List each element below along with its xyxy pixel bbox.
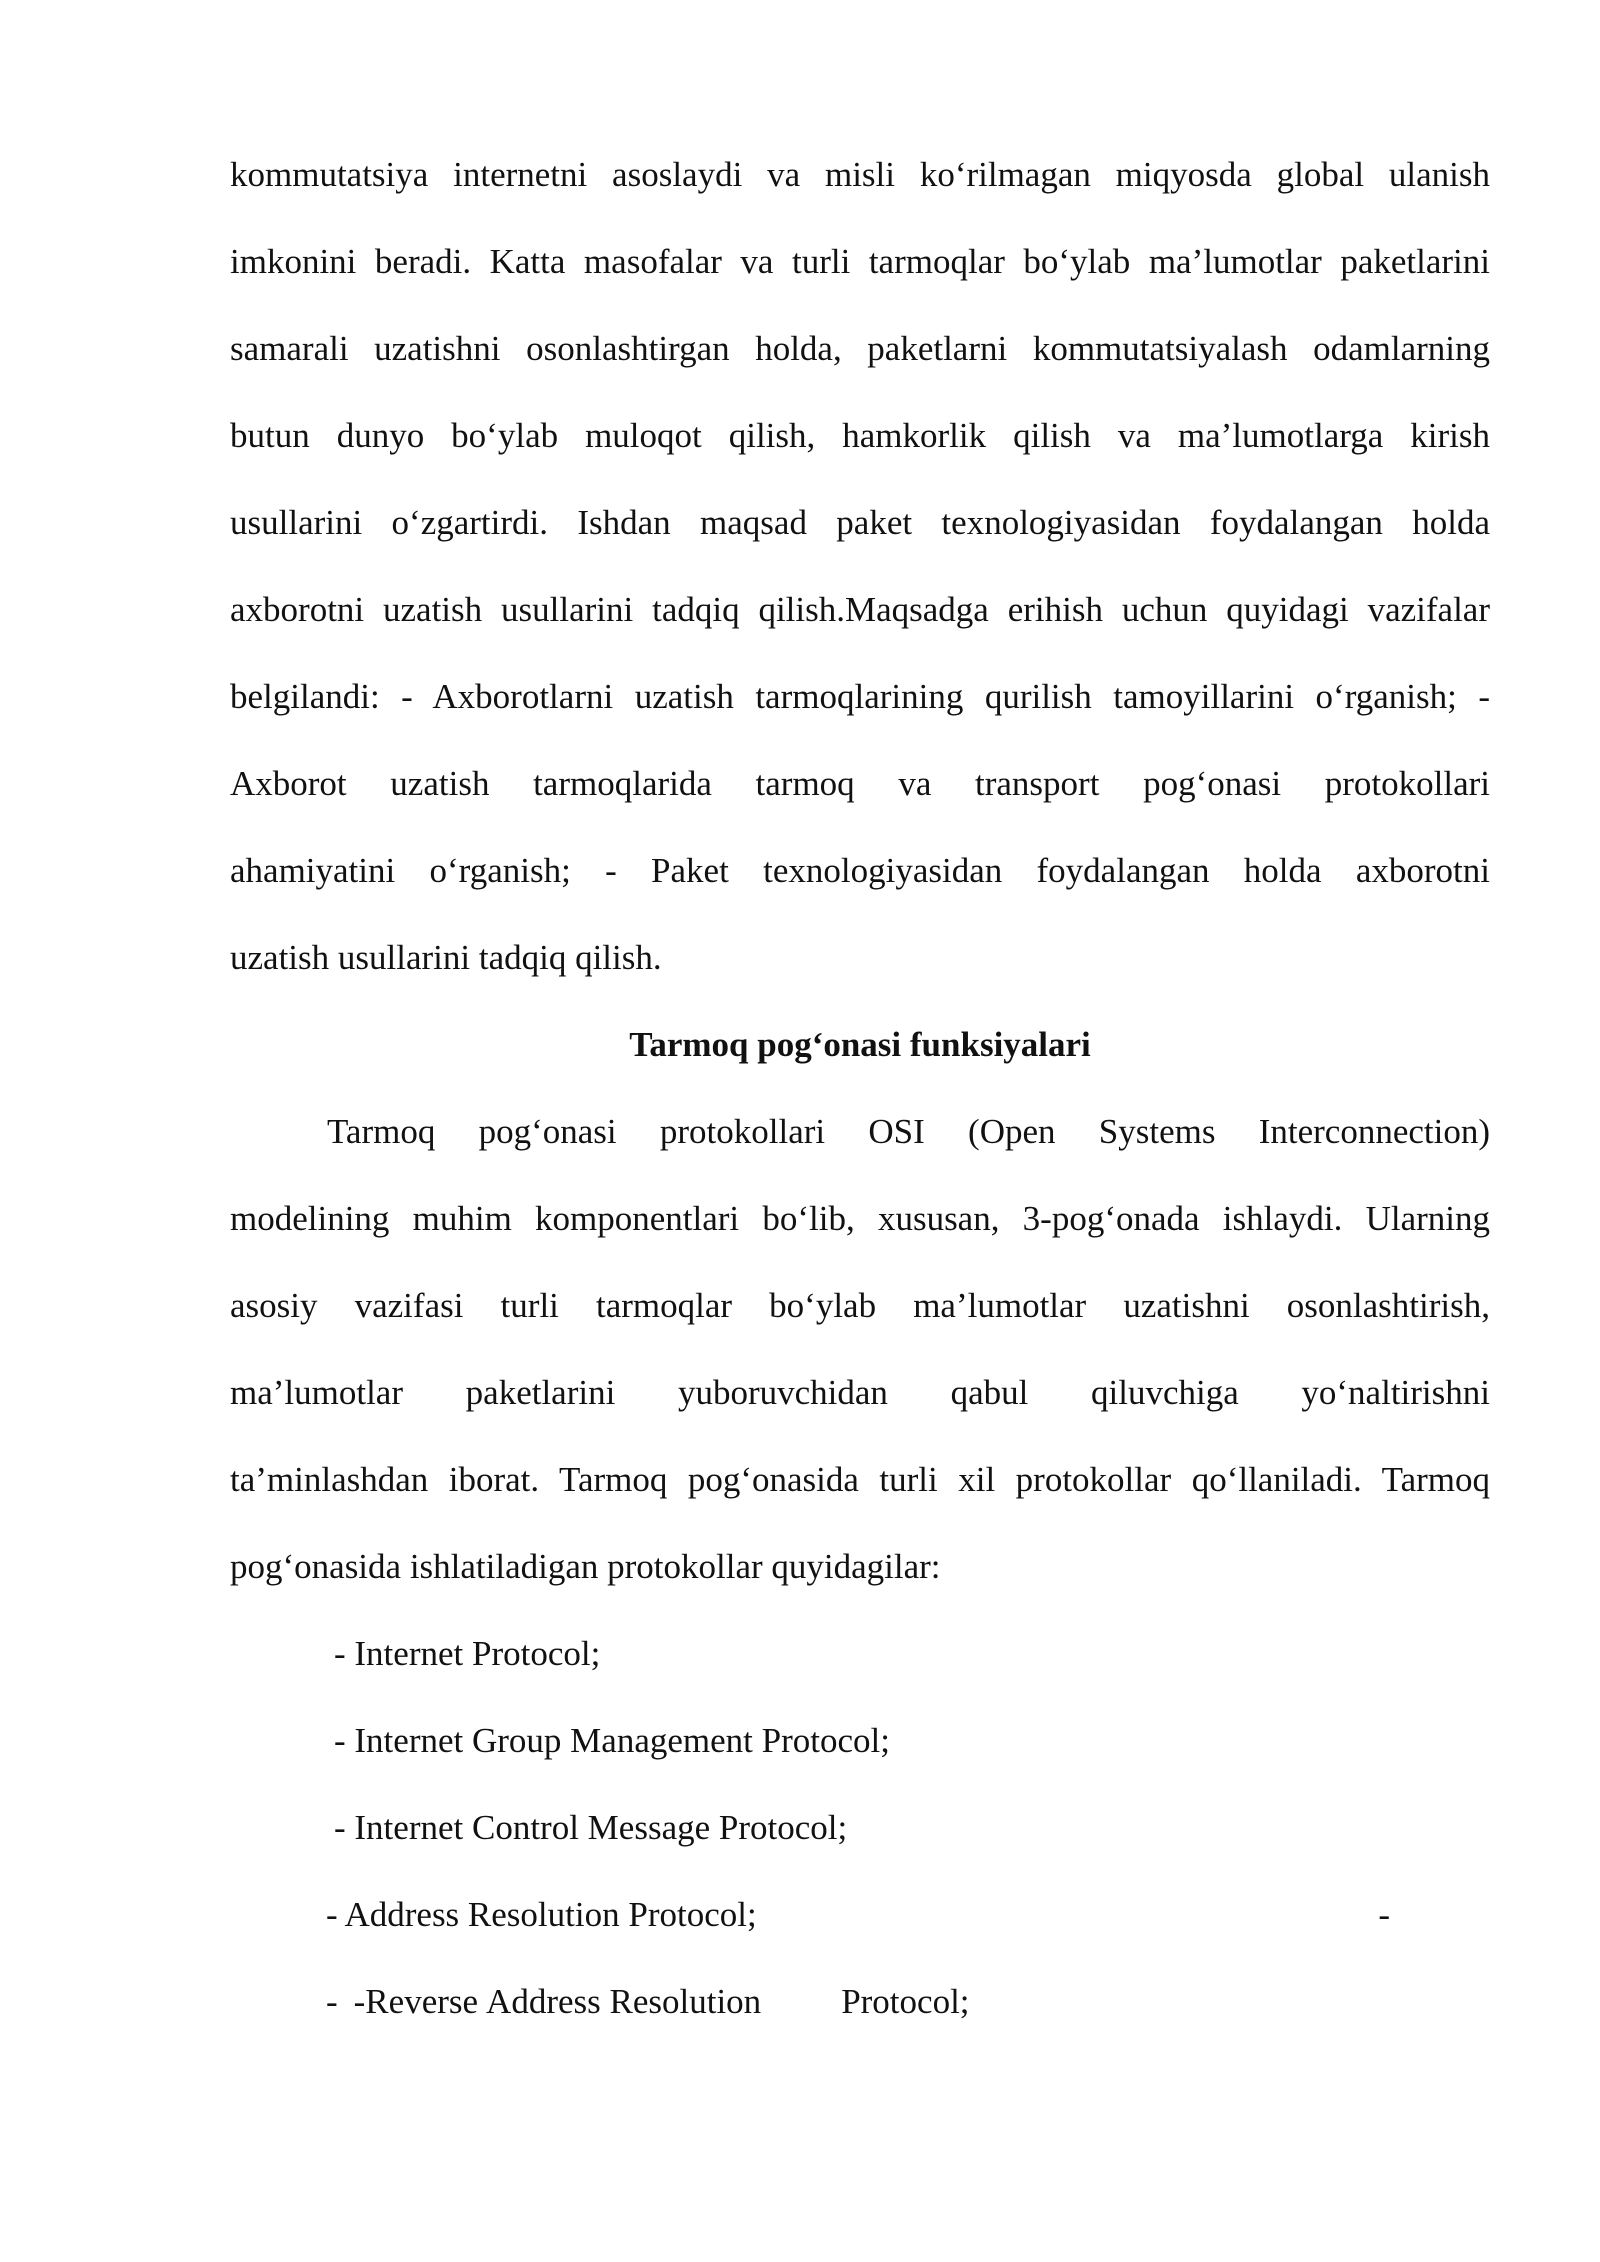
paragraph-line: imkonini beradi. Katta masofalar va turli tarmoqlar bo‘ylab ma’lumotlar paketlarini [230, 242, 1490, 281]
paragraph-line: butun dunyo bo‘ylab muloqot qilish, hamkorlik qilish va ma’lumotlarga kirish [230, 416, 1490, 455]
list-item: - Address Resolution Protocol; [326, 1895, 757, 1934]
list-item-part: Protocol; [841, 1982, 970, 2021]
list-item: - Internet Protocol; [334, 1634, 601, 1673]
list-item-row [230, 1880, 1490, 1967]
paragraph-line: usullarini o‘zgartirdi. Ishdan maqsad paket texnologiyasidan foydalangan holda [230, 503, 1490, 542]
document-page [230, 140, 1490, 2054]
section-heading: Tarmoq pog‘onasi funksiyalari [629, 1025, 1091, 1064]
paragraph-line: asosiy vazifasi turli tarmoqlar bo‘ylab ma’lumotlar uzatishni osonlashtirish, [230, 1286, 1490, 1325]
list-item: - Internet Group Management Protocol; [334, 1721, 890, 1760]
paragraph-line-last: uzatish usullarini tadqiq qilish. [230, 938, 662, 977]
paragraph-line: axborotni uzatish usullarini tadqiq qilish.Maqsadga erihish uchun quyidagi vazifalar [230, 590, 1490, 629]
list-item-part: Address Resolution [486, 1982, 762, 2021]
paragraph-line: Axborot uzatish tarmoqlarida tarmoq va transport pog‘onasi protokollari [230, 764, 1490, 803]
paragraph-line-last: pog‘onasida ishlatiladigan protokollar quyidagilar: [230, 1547, 941, 1586]
list-item-part: -Reverse [353, 1982, 479, 2021]
paragraph-line: samarali uzatishni osonlashtirgan holda, paketlarni kommutatsiyalash odamlarning [230, 329, 1490, 368]
paragraph-line: kommutatsiya internetni asoslaydi va misli ko‘rilmagan miqyosda global ulanish [230, 155, 1490, 194]
paragraph-line: Tarmoq pog‘onasi protokollari OSI (Open Systems Interconnection) [327, 1112, 1490, 1151]
trailing-dash: - [1378, 1895, 1390, 1934]
paragraph-line: modelining muhim komponentlari bo‘lib, xususan, 3-pog‘onada ishlaydi. Ularning [230, 1199, 1490, 1238]
paragraph-line: belgilandi: - Axborotlarni uzatish tarmoqlarining qurilish tamoyillarini o‘rganish; - [230, 677, 1490, 716]
list-item-dash: - [326, 1982, 338, 2021]
list-item [230, 1967, 1490, 2054]
list-item: - Internet Control Message Protocol; [334, 1808, 848, 1847]
paragraph-line: ma’lumotlar paketlarini yuboruvchidan qabul qiluvchiga yo‘naltirishni [230, 1373, 1490, 1412]
paragraph-line: ta’minlashdan iborat. Tarmoq pog‘onasida turli xil protokollar qo‘llaniladi. Tarmoq [230, 1460, 1490, 1499]
paragraph-line: ahamiyatini o‘rganish; - Paket texnologiyasidan foydalangan holda axborotni [230, 851, 1490, 890]
